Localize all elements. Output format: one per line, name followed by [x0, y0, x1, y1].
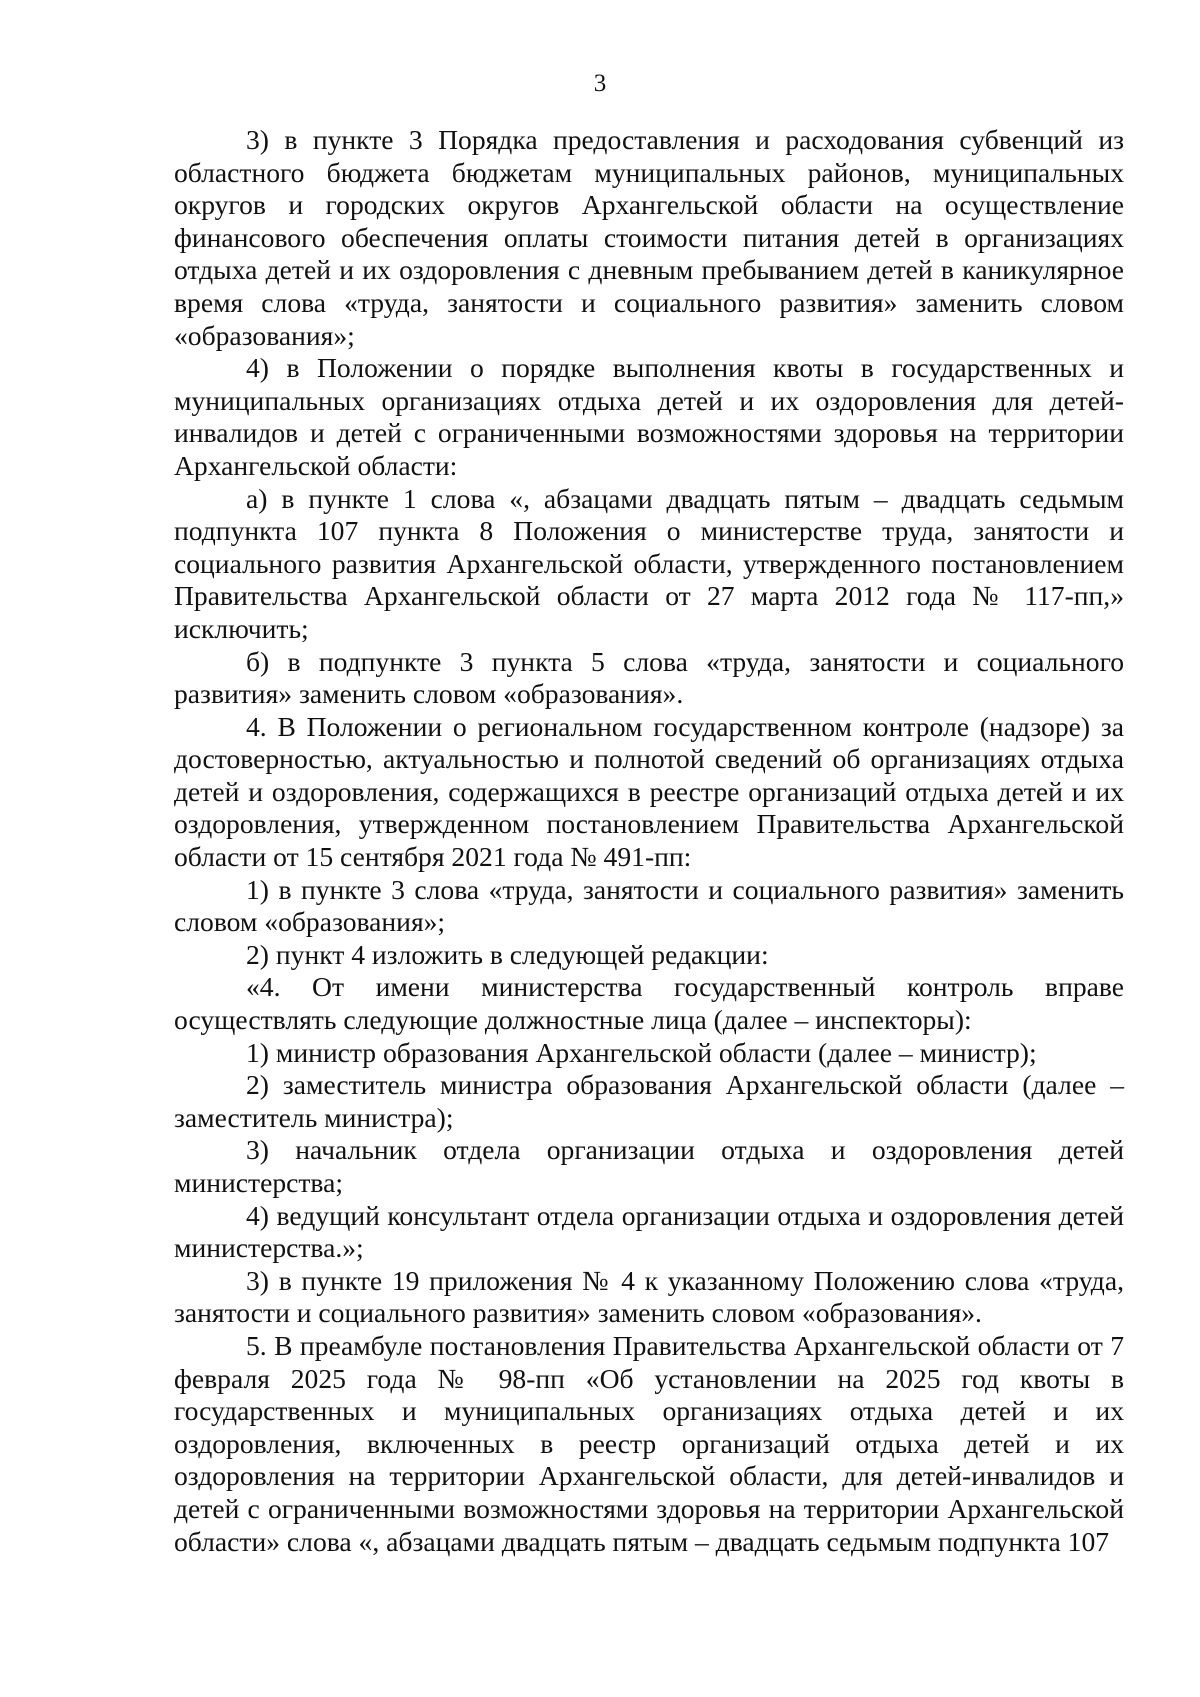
paragraph-section-4-item-2: 2) пункт 4 изложить в следующей редакции: [246, 938, 769, 970]
paragraph-section-5: 5. В преамбуле постановления Правительства Архангельской области от 7 февраля 2025 года № 98-пп «Об установлении на 2025 год квоты в государственных и муниципальных организациях отдыха детей и их оздоровления, включенных в реестр организаций отдыха детей и их оздоровления на территории Архангельской области, для детей-инвалидов и детей с ограниченными возможностями здоровья на территории Архангельской области» слова «, абзацами двадцать пятым – двадцать седьмым подпункта 107 [174, 1329, 1124, 1557]
paragraph-inspector-1: 1) министр образования Архангельской области (далее – министр); [246, 1036, 1037, 1068]
paragraph-section-4-item-1: 1) в пункте 3 слова «труда, занятости и социального развития» заменить словом «образования»; [174, 873, 1124, 938]
paragraph-item-4-quota-regulation: 4) в Положении о порядке выполнения квоты в государственных и муниципальных организациях отдыха детей и их оздоровления для детей-инвалидов и детей с ограниченными возможностями здоровья на территории Архангельской области: [174, 352, 1124, 481]
paragraph-subitem-b: б) в подпункте 3 пункта 5 слова «труда, занятости и социального развития» заменить словом «образования». [174, 645, 1124, 710]
document-body [174, 124, 1124, 1558]
paragraph-inspector-4: 4) ведущий консультант отдела организации отдыха и оздоровления детей министерства.»; [174, 1199, 1124, 1264]
paragraph-section-4: 4. В Положении о региональном государственном контроле (надзоре) за достоверностью, актуальностью и полнотой сведений об организациях отдыха детей и оздоровления, содержащихся в реестре организаций отдыха детей и их оздоровления, утвержденном постановлением Правительства Архангельской области от 15 сентября 2021 года № 491-пп: [174, 710, 1124, 873]
paragraph-inspector-3: 3) начальник отдела организации отдыха и оздоровления детей министерства; [174, 1134, 1124, 1198]
paragraph-section-4-item-3: 3) в пункте 19 приложения № 4 к указанному Положению слова «труда, занятости и социального развития» заменить словом «образования». [174, 1264, 1124, 1329]
paragraph-new-point-4: «4. От имени министерства государственный контроль вправе осуществлять следующие должностные лица (далее – инспекторы): [174, 971, 1124, 1036]
paragraph-subitem-a: а) в пункте 1 слова «, абзацами двадцать пятым – двадцать седьмым подпункта 107 пункта 8 Положения о министерстве труда, занятости и социального развития Архангельской области, утвержденного постановлением Правительства Архангельской области от 27 марта 2012 года № 117-пп,» исключить; [174, 482, 1124, 644]
page-number: 3 [593, 70, 607, 97]
paragraph-inspector-2: 2) заместитель министра образования Архангельской области (далее – заместитель министра); [174, 1069, 1124, 1133]
paragraph-item-3-subvention-order: 3) в пункте 3 Порядка предоставления и расходования субвенций из областного бюджета бюджетам муниципальных районов, муниципальных округов и городских округов Архангельской области на осуществление финансового обеспечения оплаты стоимости питания детей в организациях отдыха детей и их оздоровления с дневным пребыванием детей в каникулярное время слова «труда, занятости и социального развития» заменить словом «образования»; [174, 124, 1124, 351]
